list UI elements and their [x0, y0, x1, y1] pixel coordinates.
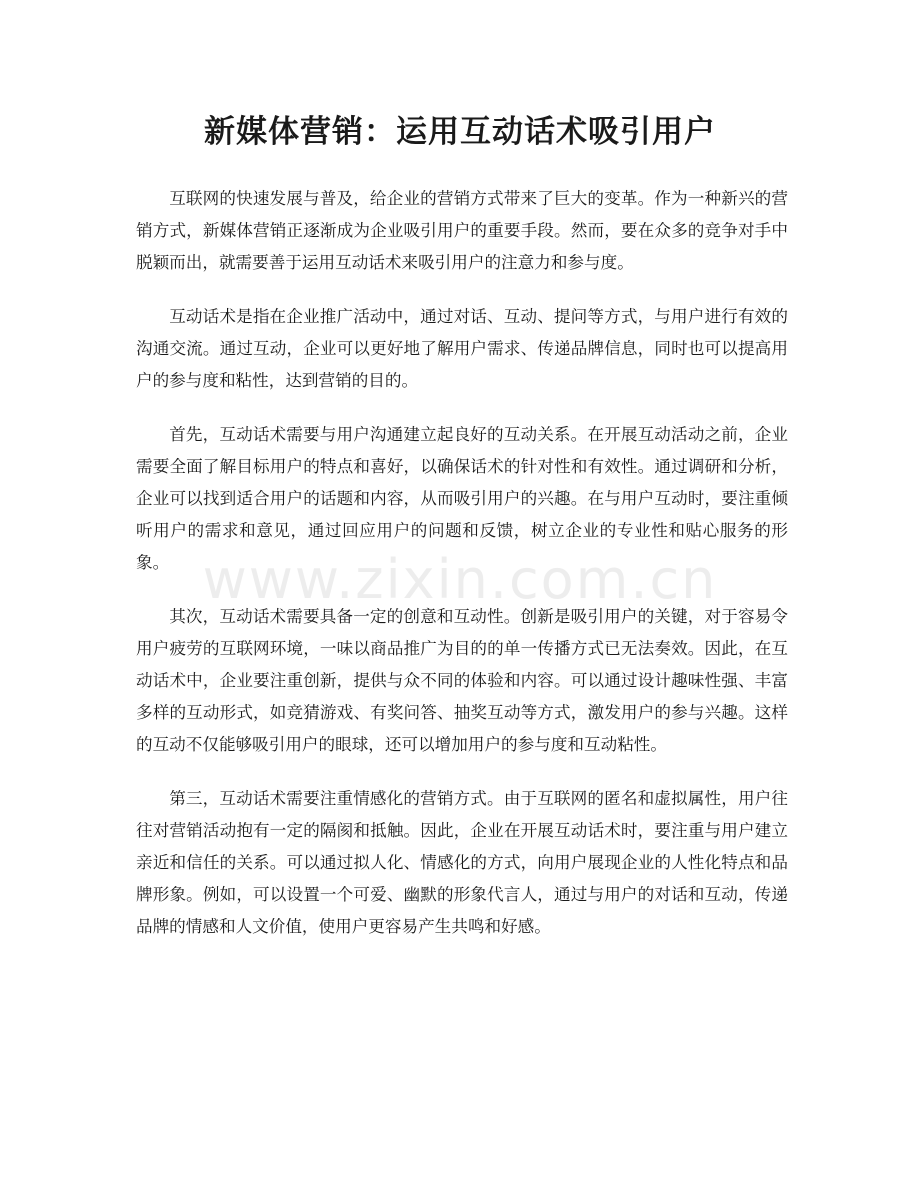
page-title: 新媒体营销：运用互动话术吸引用户 [204, 114, 716, 150]
paragraph-2: 互动话术是指在企业推广活动中，通过对话、互动、提问等方式，与用户进行有效的沟通交流。通过互动，企业可以更好地了解用户需求、传递品牌信息，同时也可以提高用户的参与度和粘性，达到营销的目的。 [136, 307, 788, 390]
watermark: www.zixin.com.cn [202, 548, 718, 611]
paragraph-4: 其次，互动话术需要具备一定的创意和互动性。创新是吸引用户的关键，对于容易令用户疲劳的互联网环境，一味以商品推广为目的的单一传播方式已无法奏效。因此，在互动话术中，企业要注重创新，提供与众不同的体验和内容。可以通过设计趣味性强、丰富多样的互动形式，如竞猜游戏、有奖问答、抽奖互动等方式，激发用户的参与兴趣。这样的互动不仅能够吸引用户的眼球，还可以增加用户的参与度和互动粘性。 [136, 607, 788, 754]
paragraph-5: 第三，互动话术需要注重情感化的营销方式。由于互联网的匿名和虚拟属性，用户往往对营销活动抱有一定的隔阂和抵触。因此，企业在开展互动话术时，要注重与用户建立亲近和信任的关系。可以通过拟人化、情感化的方式，向用户展现企业的人性化特点和品牌形象。例如，可以设置一个可爱、幽默的形象代言人，通过与用户的对话和互动，传递品牌的情感和人文价值，使用户更容易产生共鸣和好感。 [136, 789, 788, 936]
document-body [136, 183, 788, 965]
paragraph-3: 首先，互动话术需要与用户沟通建立起良好的互动关系。在开展互动活动之前，企业需要全面了解目标用户的特点和喜好，以确保话术的针对性和有效性。通过调研和分析，企业可以找到适合用户的话题和内容，从而吸引用户的兴趣。在与用户互动时，要注重倾听用户的需求和意见，通过回应用户的问题和反馈，树立企业的专业性和贴心服务的形象。 [136, 425, 788, 572]
paragraph-1: 互联网的快速发展与普及，给企业的营销方式带来了巨大的变革。作为一种新兴的营销方式，新媒体营销正逐渐成为企业吸引用户的重要手段。然而，要在众多的竞争对手中脱颖而出，就需要善于运用互动话术来吸引用户的注意力和参与度。 [136, 189, 788, 272]
